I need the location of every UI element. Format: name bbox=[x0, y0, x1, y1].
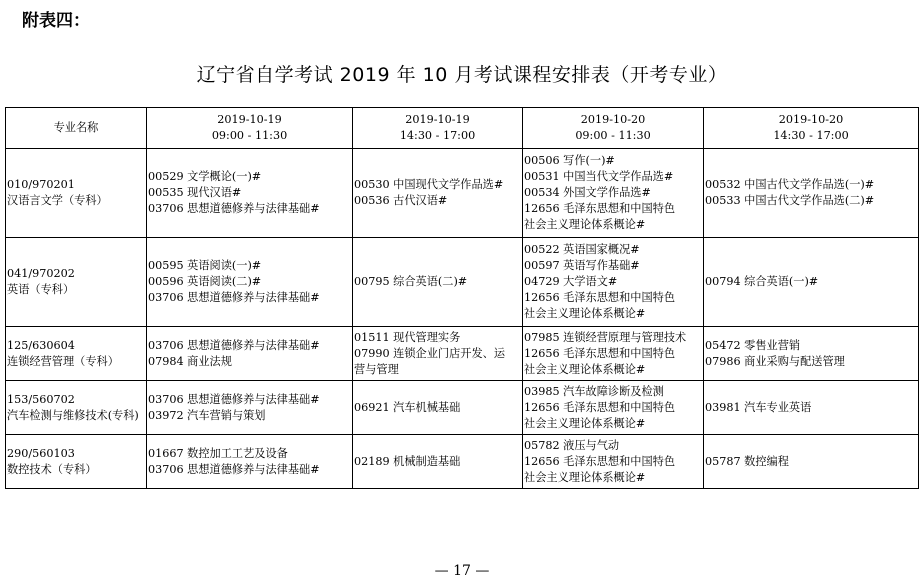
course-cell bbox=[704, 327, 919, 381]
course-line: 03985 汽车故障诊断及检测 bbox=[524, 384, 664, 398]
course-line: 03706 思想道德修养与法律基础# bbox=[148, 462, 320, 476]
course-line: 03706 思想道德修养与法律基础# bbox=[148, 392, 320, 406]
major-title: 汉语言文学（专科） bbox=[7, 194, 108, 207]
course-line: 06921 汽车机械基础 bbox=[354, 400, 461, 414]
course-line: 00522 英语国家概况# bbox=[524, 243, 640, 256]
course-line: 00536 古代汉语# bbox=[354, 194, 448, 207]
course-line: 00530 中国现代文学作品选# bbox=[354, 178, 504, 191]
slot-date: 2019-10-19 bbox=[405, 113, 470, 126]
course-line: 社会主义理论体系概论# bbox=[524, 470, 646, 484]
major-cell bbox=[6, 149, 147, 238]
course-line: 00532 中国古代文学作品选(一)# bbox=[705, 178, 875, 191]
course-line: 00595 英语阅读(一)# bbox=[148, 259, 262, 272]
major-title: 汽车检测与维修技术(专科) bbox=[7, 408, 139, 422]
course-cell bbox=[353, 238, 523, 327]
course-cell bbox=[147, 149, 353, 238]
course-cell bbox=[704, 238, 919, 327]
header-major-name: 专业名称 bbox=[6, 108, 147, 149]
course-line: 03972 汽车营销与策划 bbox=[148, 408, 266, 422]
course-cell bbox=[147, 238, 353, 327]
course-line: 05472 零售业营销 bbox=[705, 338, 801, 352]
course-line: 00794 综合英语(一)# bbox=[705, 275, 819, 288]
course-cell bbox=[353, 435, 523, 489]
course-line: 02189 机械制造基础 bbox=[354, 454, 461, 468]
course-cell bbox=[523, 149, 704, 238]
course-line: 12656 毛泽东思想和中国特色 bbox=[524, 454, 676, 468]
course-line: 00534 外国文学作品选# bbox=[524, 186, 651, 199]
slot-time: 14:30 - 17:00 bbox=[773, 129, 849, 142]
header-slot-1 bbox=[147, 108, 353, 149]
course-line: 12656 毛泽东思想和中国特色 bbox=[524, 400, 676, 414]
table-header-row bbox=[6, 108, 919, 149]
course-line: 00529 文学概论(一)# bbox=[148, 170, 262, 183]
major-cell bbox=[6, 381, 147, 435]
course-cell bbox=[147, 381, 353, 435]
slot-time: 09:00 - 11:30 bbox=[211, 129, 288, 142]
course-cell bbox=[147, 327, 353, 381]
course-line: 07990 连锁企业门店开发、运 bbox=[354, 346, 506, 360]
course-cell bbox=[353, 327, 523, 381]
course-cell bbox=[523, 381, 704, 435]
course-line: 社会主义理论体系概论# bbox=[524, 416, 646, 430]
major-code: 125/630604 bbox=[7, 338, 75, 352]
course-line: 12656 毛泽东思想和中国特色 bbox=[524, 346, 676, 360]
appendix-label: 附表四： bbox=[22, 11, 90, 31]
slot-date: 2019-10-20 bbox=[580, 113, 646, 126]
major-code: 153/560702 bbox=[7, 392, 75, 406]
header-slot-3 bbox=[523, 108, 704, 149]
slot-date: 2019-10-20 bbox=[778, 113, 844, 126]
course-cell bbox=[523, 435, 704, 489]
course-line: 00597 英语写作基础# bbox=[524, 259, 640, 272]
course-cell bbox=[147, 435, 353, 489]
major-title: 连锁经营管理（专科） bbox=[7, 354, 119, 368]
major-title: 英语（专科） bbox=[7, 283, 75, 296]
major-code: 041/970202 bbox=[7, 267, 75, 280]
course-line: 07984 商业法规 bbox=[148, 354, 232, 368]
page-title: 辽宁省自学考试 2019 年 10 月考试课程安排表（开考专业） bbox=[196, 64, 728, 86]
table-row bbox=[6, 327, 919, 381]
major-title: 数控技术（专科） bbox=[7, 462, 97, 476]
table-row bbox=[6, 381, 919, 435]
course-line: 05782 液压与气动 bbox=[524, 438, 620, 452]
course-line: 00596 英语阅读(二)# bbox=[148, 275, 262, 288]
course-line: 社会主义理论体系概论# bbox=[524, 218, 646, 231]
slot-date: 2019-10-19 bbox=[217, 113, 282, 126]
header-slot-4 bbox=[704, 108, 919, 149]
major-cell bbox=[6, 238, 147, 327]
course-line: 12656 毛泽东思想和中国特色 bbox=[524, 202, 676, 215]
table-row bbox=[6, 435, 919, 489]
course-line: 07986 商业采购与配送管理 bbox=[705, 354, 845, 368]
course-line: 04729 大学语文# bbox=[524, 275, 618, 288]
course-cell bbox=[704, 435, 919, 489]
course-line: 03981 汽车专业英语 bbox=[705, 400, 812, 414]
course-cell bbox=[704, 149, 919, 238]
course-cell bbox=[523, 327, 704, 381]
major-cell bbox=[6, 327, 147, 381]
header-slot-2 bbox=[353, 108, 523, 149]
exam-schedule-table bbox=[5, 107, 919, 489]
course-line: 12656 毛泽东思想和中国特色 bbox=[524, 291, 676, 304]
slot-time: 09:00 - 11:30 bbox=[575, 129, 651, 142]
course-line: 03706 思想道德修养与法律基础# bbox=[148, 338, 320, 352]
table-row bbox=[6, 238, 919, 327]
page-number: — 17 — bbox=[434, 563, 490, 579]
course-cell bbox=[353, 381, 523, 435]
course-cell bbox=[523, 238, 704, 327]
major-code: 010/970201 bbox=[7, 178, 75, 191]
course-line: 01511 现代管理实务 bbox=[354, 330, 461, 344]
course-cell bbox=[353, 149, 523, 238]
table-row bbox=[6, 149, 919, 238]
course-line: 营与管理 bbox=[354, 362, 399, 376]
course-line: 00533 中国古代文学作品选(二)# bbox=[705, 194, 875, 207]
course-line: 社会主义理论体系概论# bbox=[524, 362, 646, 376]
major-code: 290/560103 bbox=[7, 446, 75, 460]
course-line: 03706 思想道德修养与法律基础# bbox=[148, 291, 320, 304]
course-line: 07985 连锁经营原理与管理技术 bbox=[524, 330, 687, 344]
course-line: 00795 综合英语(二)# bbox=[354, 275, 468, 288]
major-cell bbox=[6, 435, 147, 489]
course-line: 03706 思想道德修养与法律基础# bbox=[148, 202, 320, 215]
slot-time: 14:30 - 17:00 bbox=[399, 129, 476, 142]
course-line: 01667 数控加工工艺及设备 bbox=[148, 446, 288, 460]
course-line: 00506 写作(一)# bbox=[524, 154, 615, 167]
course-line: 社会主义理论体系概论# bbox=[524, 307, 646, 320]
course-line: 00535 现代汉语# bbox=[148, 186, 242, 199]
course-cell bbox=[704, 381, 919, 435]
course-line: 00531 中国当代文学作品选# bbox=[524, 170, 674, 183]
course-line: 05787 数控编程 bbox=[705, 454, 789, 468]
